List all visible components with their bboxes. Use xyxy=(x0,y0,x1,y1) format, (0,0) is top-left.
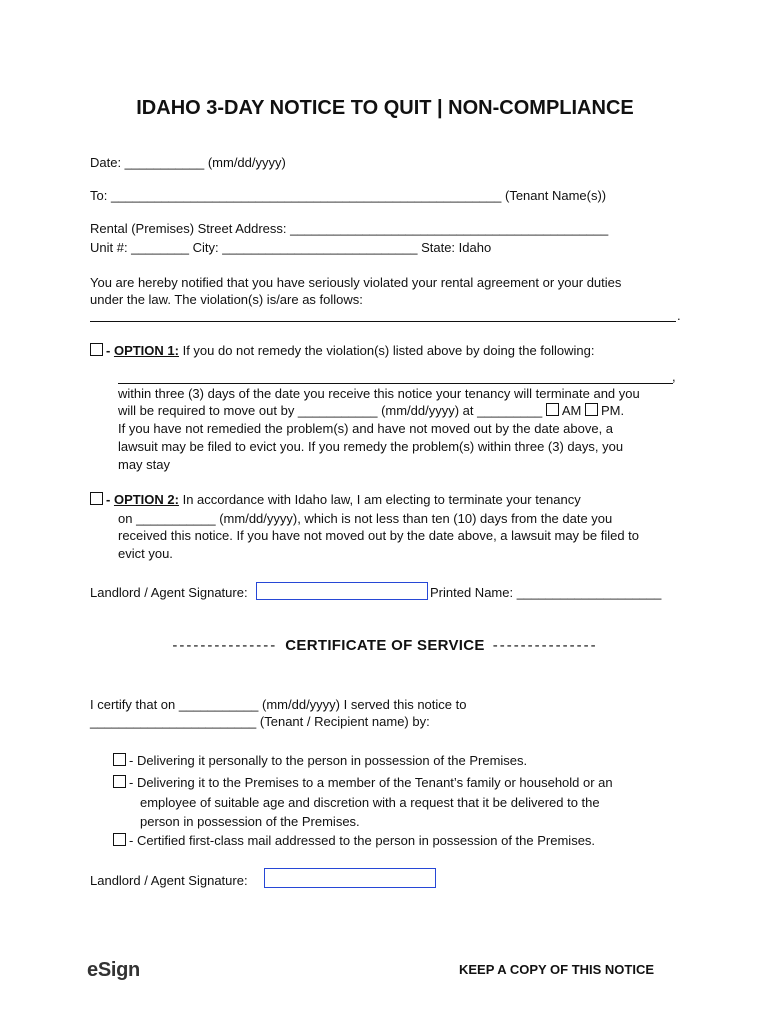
signature-1-box[interactable] xyxy=(256,582,428,600)
option-1-remedy-line[interactable] xyxy=(118,383,673,384)
option-1-heading-text: If you do not remedy the violation(s) listed above by doing the following: xyxy=(178,343,595,358)
option-1-line-5: may stay xyxy=(118,457,171,472)
certificate-line-1[interactable]: I certify that on ___________ (mm/dd/yyyy) I served this notice to xyxy=(90,697,467,712)
esign-logo: eSign xyxy=(87,959,140,981)
printed-name-field[interactable]: Printed Name: ____________________ xyxy=(430,585,662,600)
option-2-heading xyxy=(90,491,581,508)
option-1-line-1: within three (3) days of the date you receive this notice your tenancy will terminate and you xyxy=(118,386,640,401)
violation-end-mark: . xyxy=(677,308,681,323)
option-2-line-3: evict you. xyxy=(118,546,173,561)
document-title: IDAHO 3-DAY NOTICE TO QUIT | NON-COMPLIANCE xyxy=(136,97,634,119)
option-2-line-2: received this notice. If you have not moved out by the date above, a lawsuit may be filed to xyxy=(118,528,640,543)
service-method-2-text: - Delivering it to the Premises to a member of the Tenant’s family or household or an xyxy=(129,775,613,790)
pm-checkbox[interactable] xyxy=(585,403,598,416)
option-1-label: OPTION 1: xyxy=(113,343,179,358)
certificate-line-2[interactable]: _______________________ (Tenant / Recipient name) by: xyxy=(90,714,430,729)
option-1-checkbox[interactable] xyxy=(90,343,103,356)
service-method-2-line-2: employee of suitable age and discretion with a request that it be delivered to the xyxy=(140,795,600,810)
option-2-label: OPTION 2: xyxy=(113,492,179,507)
option-1-prefix: - xyxy=(106,343,114,358)
option-2-checkbox[interactable] xyxy=(90,492,103,505)
service-method-2-line-3: person in possession of the Premises. xyxy=(140,814,360,829)
service-method-2-checkbox[interactable] xyxy=(113,775,126,788)
street-address-field[interactable]: Rental (Premises) Street Address: ____________________________________________ xyxy=(90,221,609,236)
violation-fill-line[interactable] xyxy=(90,321,676,322)
option-2-line-1[interactable]: on ___________ (mm/dd/yyyy), which is not less than ten (10) days from the date you xyxy=(118,511,613,526)
certificate-dashes-right: --------------- xyxy=(492,637,598,654)
service-method-3 xyxy=(113,832,595,849)
certificate-heading xyxy=(0,637,770,654)
keep-copy-notice: KEEP A COPY OF THIS NOTICE xyxy=(459,962,655,977)
option-1-comma: , xyxy=(672,369,676,384)
certificate-dashes-left: --------------- xyxy=(172,637,278,654)
option-2-heading-text: In accordance with Idaho law, I am electing to terminate your tenancy xyxy=(178,492,581,507)
pm-label: PM. xyxy=(600,403,625,418)
option-1-heading xyxy=(90,342,595,359)
date-field[interactable]: Date: ___________ (mm/dd/yyyy) xyxy=(90,155,286,170)
option-1-line-4: lawsuit may be filed to evict you. If you remedy the problem(s) within three (3) days, you xyxy=(118,439,624,454)
signature-1-label: Landlord / Agent Signature: xyxy=(90,585,248,600)
am-label: AM xyxy=(561,403,582,418)
service-method-3-text: - Certified first-class mail addressed to the person in possession of the Premises. xyxy=(129,833,596,848)
unit-city-state-field[interactable]: Unit #: ________ City: ___________________________ State: Idaho xyxy=(90,240,492,255)
option-1-line-2 xyxy=(118,402,624,419)
tenant-name-field[interactable]: To: ______________________________________________________ (Tenant Name(s)) xyxy=(90,188,607,203)
service-method-2 xyxy=(113,774,613,791)
service-method-3-checkbox[interactable] xyxy=(113,833,126,846)
am-checkbox[interactable] xyxy=(546,403,559,416)
option-1-line-3: If you have not remedied the problem(s) and have not moved out by the date above, a xyxy=(118,421,614,436)
service-method-1-text: - Delivering it personally to the person in possession of the Premises. xyxy=(129,753,528,768)
signature-2-label: Landlord / Agent Signature: xyxy=(90,873,248,888)
option-2-prefix: - xyxy=(106,492,114,507)
service-method-1 xyxy=(113,752,527,769)
option-1-move-out-date[interactable]: will be required to move out by ___________ (mm/dd/yyyy) at _________ xyxy=(118,403,543,418)
violation-text-line-1: You are hereby notified that you have seriously violated your rental agreement or your duties xyxy=(90,275,622,290)
violation-text-line-2: under the law. The violation(s) is/are as follows: xyxy=(90,292,363,307)
service-method-1-checkbox[interactable] xyxy=(113,753,126,766)
certificate-title: CERTIFICATE OF SERVICE xyxy=(285,637,485,654)
signature-2-box[interactable] xyxy=(264,868,436,888)
